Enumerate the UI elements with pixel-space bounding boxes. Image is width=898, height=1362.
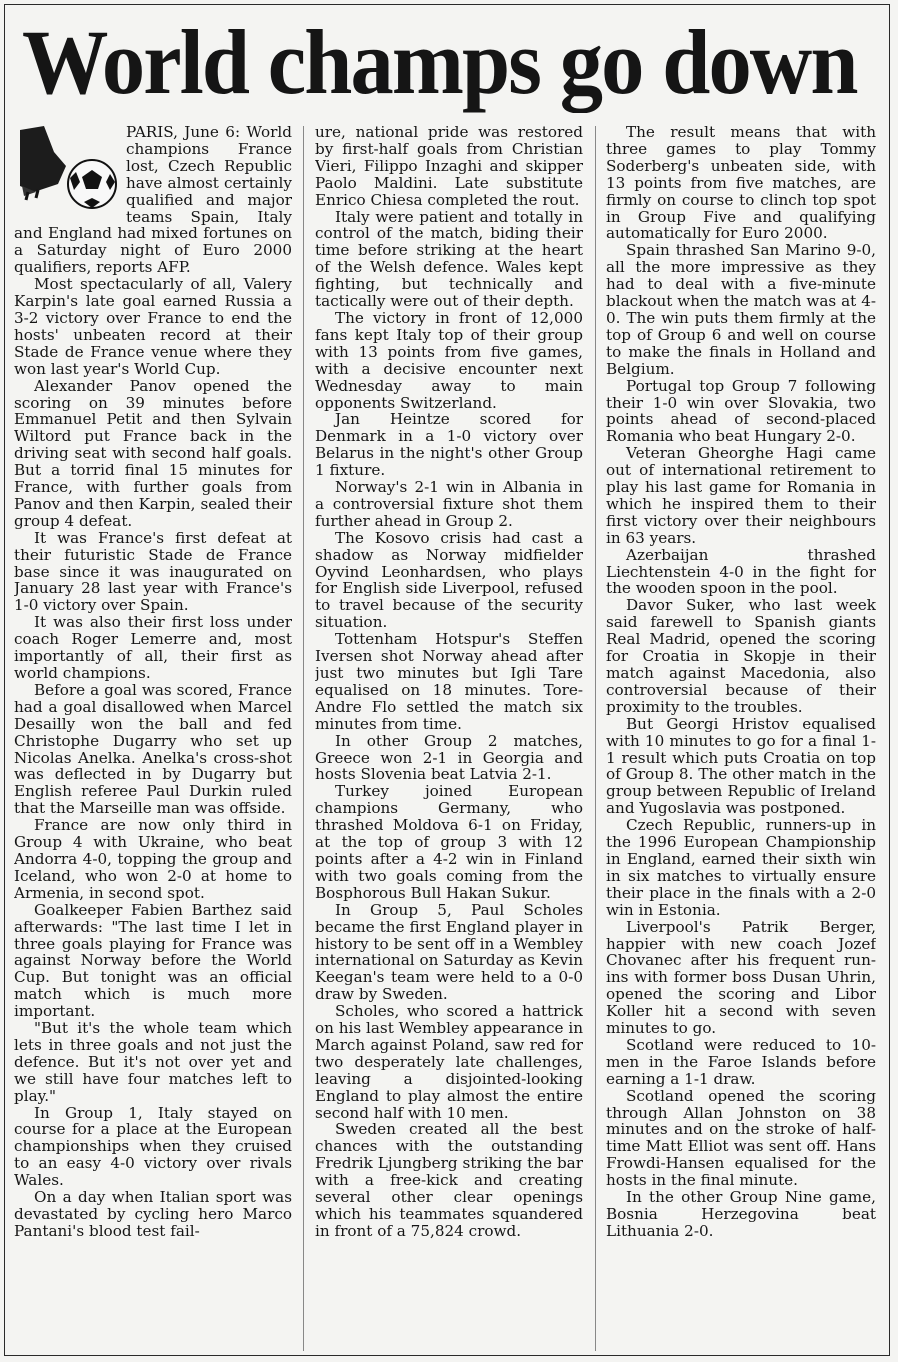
paragraph: Veteran Gheorghe Hagi came out of international retirement to play his last game for Romania in which he inspired them to their first victory over their neighbours in 63 years. <box>606 444 876 547</box>
paragraph: Before a goal was scored, France had a goal disallowed when Marcel Desailly won the ball and fed Christophe Dugarry who set up Nicolas Anelka. Anelka's cross-shot was deflected in by Dugarry but English referee Paul Durkin ruled that the Marseille man was offside. <box>14 680 292 818</box>
paragraph: Czech Republic, runners-up in the 1996 European Championship in England, earned their sixth win in six matches to virtually ensure their place in the finals with a 2-0 win in Estonia. <box>606 816 876 919</box>
paragraph: Italy were patient and totally in control of the match, biding their time before striking at the heart of the Welsh defence. Wales kept fighting, but technically and tactically were out of their depth. <box>315 207 583 311</box>
paragraph: Spain thrashed San Marino 9-0, all the more impressive as they had to deal with a five-minute blackout when the match was at 4-0. The win puts them firmly at the top of Group 6 and well on course to make the finals in Holland and Belgium. <box>606 241 876 378</box>
article-column-3 <box>606 124 876 1349</box>
paragraph: The victory in front of 12,000 fans kept Italy top of their group with 13 points from five games, with a decisive encounter next Wednesday away to main opponents Switzerland. <box>315 308 583 412</box>
paragraph: Alexander Panov opened the scoring on 39 minutes before Emmanuel Petit and then Sylvain Wiltord put France back in the driving seat with second half goals. But a torrid final 15 minutes for France, with further goals from Panov and then Karpin, sealed their group 4 defeat. <box>14 376 292 530</box>
paragraph: The result means that with three games to play Tommy Soderberg's unbeaten side, with 13 points from five matches, are firmly on course to clinch top spot in Group Five and qualifying automatically for Euro 2000. <box>606 124 876 243</box>
paragraph: In Group 1, Italy stayed on course for a place at the European championships when they cruised to an easy 4-0 victory over rivals Wales. <box>14 1103 292 1190</box>
paragraph: Goalkeeper Fabien Barthez said afterwards: "The last time I let in three goals playing for France was against Norway before the World Cup. But tonight was an official match which is much more important. <box>14 900 292 1021</box>
paragraph: Turkey joined European champions Germany, who thrashed Moldova 6-1 on Friday, at the top of group 3 with 12 points after a 4-2 win in Finland with two goals coming from the Bosphorous Bull Hakan Sukur. <box>315 782 583 902</box>
paragraph: France are now only third in Group 4 with Ukraine, who beat Andorra 4-0, topping the group and Iceland, who won 2-0 at home to Armenia, in second spot. <box>14 816 292 902</box>
column-rule <box>595 126 596 1351</box>
paragraph: It was France's first defeat at their futuristic Stade de France base since it was inaugurated on January 28 last year with France's 1-0 victory over Spain. <box>14 528 292 615</box>
column-rule <box>303 126 304 1351</box>
paragraph: Norway's 2-1 win in Albania in a controversial fixture shot them further ahead in Group 2. <box>315 478 583 530</box>
paragraph: Tottenham Hotspur's Steffen Iversen shot Norway ahead after just two minutes but Igli Tare equalised on 18 minutes. Tore-Andre Flo settled the match six minutes from time. <box>315 630 583 733</box>
paragraph: Scotland opened the scoring through Allan Johnston on 38 minutes and on the stroke of half-time Matt Elliot was sent off. Hans Frowdi-Hansen equalised for the hosts in the final minute. <box>606 1086 876 1190</box>
paragraph: Scholes, who scored a hattrick on his last Wembley appearance in March against Poland, saw red for two desperately late challenges, leaving a disjointed-looking England to play almost the entire second half with 10 men. <box>315 1002 583 1122</box>
paragraph: In Group 5, Paul Scholes became the first England player in history to be sent off in a Wembley international on Saturday as Kevin Keegan's team were held to a 0-0 draw by Sweden. <box>315 900 583 1004</box>
headline: World champs go down <box>22 11 857 113</box>
paragraph: The Kosovo crisis had cast a shadow as Norway midfielder Oyvind Leonhardsen, who plays for English side Liverpool, refused to travel because of the security situation. <box>315 528 583 632</box>
paragraph: Scotland were reduced to 10-men in the Faroe Islands before earning a 1-1 draw. <box>606 1035 876 1088</box>
paragraph: ure, national pride was restored by first-half goals from Christian Vieri, Filippo Inzaghi and skipper Paolo Maldini. Late substitute Enrico Chiesa completed the rout. <box>315 124 583 209</box>
article-column-1 <box>14 124 292 1349</box>
paragraph: "But it's the whole team which lets in three goals and not just the defence. But it's not over yet and we still have four matches left to play." <box>14 1019 292 1105</box>
paragraph: Sweden created all the best chances with the outstanding Fredrik Ljungberg striking the bar with a free-kick and creating several other clear openings which his teammates squandered in front of a 75,824 crowd. <box>315 1120 583 1240</box>
paragraph: Jan Heintze scored for Denmark in a 1-0 victory over Belarus in the night's other Group 1 fixture. <box>315 410 583 480</box>
paragraph: But Georgi Hristov equalised with 10 minutes to go for a final 1-1 result which puts Croatia on top of Group 8. The other match in the group between Republic of Ireland and Yugoslavia was postponed. <box>606 714 876 818</box>
paragraph: Azerbaijan thrashed Liechtenstein 4-0 in the fight for the wooden spoon in the pool. <box>606 545 876 598</box>
paragraph: Liverpool's Patrik Berger, happier with new coach Jozef Chovanec after his frequent run-ins with former boss Dusan Uhrin, opened the scoring and Libor Koller hit a second with seven minutes to go. <box>606 917 876 1038</box>
paragraph: It was also their first loss under coach Roger Lemerre and, most importantly of all, their first as world champions. <box>14 613 292 682</box>
paragraph: PARIS, June 6: World champions France lost, Czech Republic have almost certainly qualified and major teams Spain, Italy and England had mixed fortunes on a Saturday night of Euro 2000 qualifiers, reports AFP. <box>14 124 292 277</box>
article-column-2 <box>315 124 583 1349</box>
paragraph: Portugal top Group 7 following their 1-0 win over Slovakia, two points ahead of second-placed Romania who beat Hungary 2-0. <box>606 376 876 446</box>
paragraph: In other Group 2 matches, Greece won 2-1 in Georgia and hosts Slovenia beat Latvia 2-1. <box>315 731 583 784</box>
paragraph: In the other Group Nine game, Bosnia Herzegovina beat Lithuania 2-0. <box>606 1188 876 1240</box>
paragraph: Davor Suker, who last week said farewell to Spanish giants Real Madrid, opened the scoring for Croatia in Skopje in their match against Macedonia, also controversial because of their proximity to the troubles. <box>606 596 876 716</box>
paragraph: Most spectacularly of all, Valery Karpin's late goal earned Russia a 3-2 victory over France to end the hosts' unbeaten record at their Stade de France venue where they won last year's World Cup. <box>14 275 292 378</box>
football-boot-and-ball-icon <box>14 126 118 214</box>
paragraph: On a day when Italian sport was devastated by cycling hero Marco Pantani's blood test fail- <box>14 1188 292 1240</box>
